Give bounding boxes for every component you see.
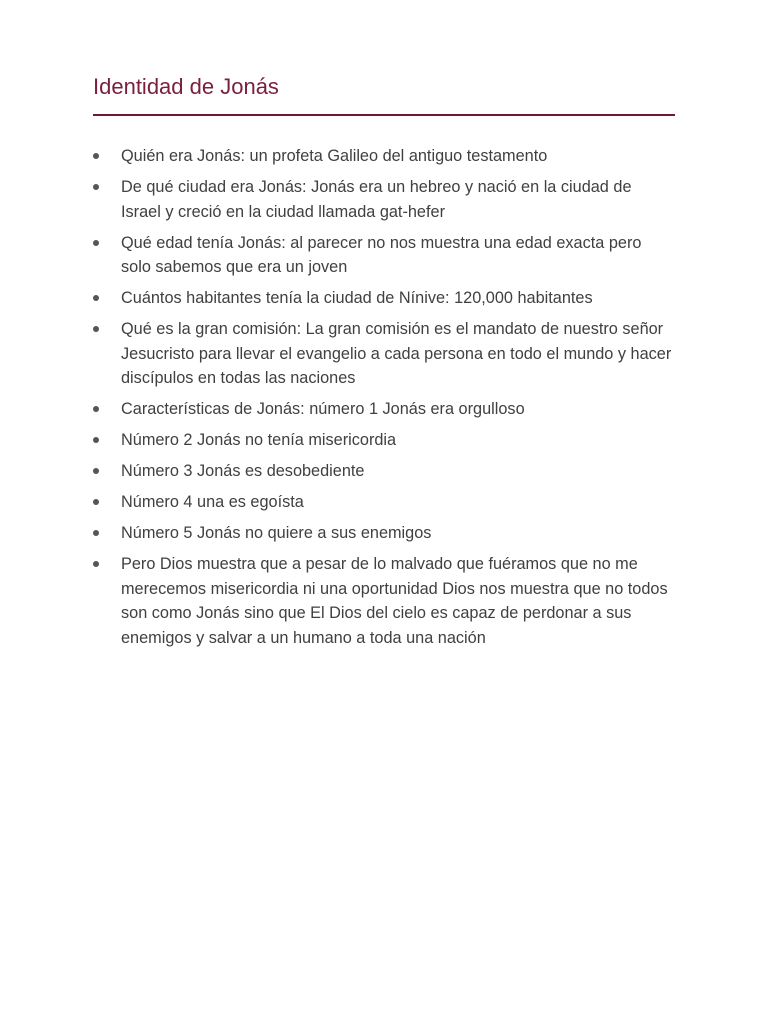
list-item bbox=[93, 428, 675, 453]
list-item-text: Número 2 Jonás no tenía misericordia bbox=[121, 431, 397, 449]
bullet-icon bbox=[93, 530, 99, 536]
bullet-icon bbox=[93, 184, 99, 190]
bullet-icon bbox=[93, 326, 99, 332]
list-item bbox=[93, 317, 675, 391]
bullet-icon bbox=[93, 295, 99, 301]
list-item-text: Cuántos habitantes tenía la ciudad de Nínive: 120,000 habitantes bbox=[121, 289, 593, 307]
bullet-list bbox=[93, 144, 675, 650]
list-item bbox=[93, 521, 675, 546]
list-item-text: Número 5 Jonás no quiere a sus enemigos bbox=[121, 524, 432, 542]
bullet-icon bbox=[93, 499, 99, 505]
list-item-text: Pero Dios muestra que a pesar de lo malvado que fuéramos que no me merecemos misericordia ni una oportunidad Dios nos muestra que no todos son como Jonás sino que El Dios del cielo es capaz de perdonar a sus enemigos y salvar a un humano a toda una nación bbox=[121, 555, 668, 647]
list-item bbox=[93, 490, 675, 515]
list-item-text: Número 4 una es egoísta bbox=[121, 493, 304, 511]
list-item bbox=[93, 231, 675, 280]
list-item-text: Quién era Jonás: un profeta Galileo del antiguo testamento bbox=[121, 147, 548, 165]
bullet-icon bbox=[93, 437, 99, 443]
list-item bbox=[93, 397, 675, 422]
bullet-icon bbox=[93, 406, 99, 412]
bullet-icon bbox=[93, 153, 99, 159]
list-item-text: Qué es la gran comisión: La gran comisión es el mandato de nuestro señor Jesucristo para llevar el evangelio a cada persona en todo el mundo y hacer discípulos en todas las naciones bbox=[121, 320, 672, 387]
list-item bbox=[93, 552, 675, 650]
document-title: Identidad de Jonás bbox=[93, 72, 675, 116]
list-item-text: Características de Jonás: número 1 Jonás era orgulloso bbox=[121, 400, 525, 418]
list-item-text: Qué edad tenía Jonás: al parecer no nos muestra una edad exacta pero solo sabemos que era un joven bbox=[121, 233, 642, 276]
list-item bbox=[93, 144, 675, 169]
bullet-icon bbox=[93, 240, 99, 246]
bullet-icon bbox=[93, 468, 99, 474]
bullet-icon bbox=[93, 561, 99, 567]
list-item bbox=[93, 175, 675, 224]
list-item bbox=[93, 459, 675, 484]
list-item-text: De qué ciudad era Jonás: Jonás era un hebreo y nació en la ciudad de Israel y creció en la ciudad llamada gat-hefer bbox=[121, 178, 632, 221]
list-item bbox=[93, 286, 675, 311]
list-item-text: Número 3 Jonás es desobediente bbox=[121, 462, 365, 480]
